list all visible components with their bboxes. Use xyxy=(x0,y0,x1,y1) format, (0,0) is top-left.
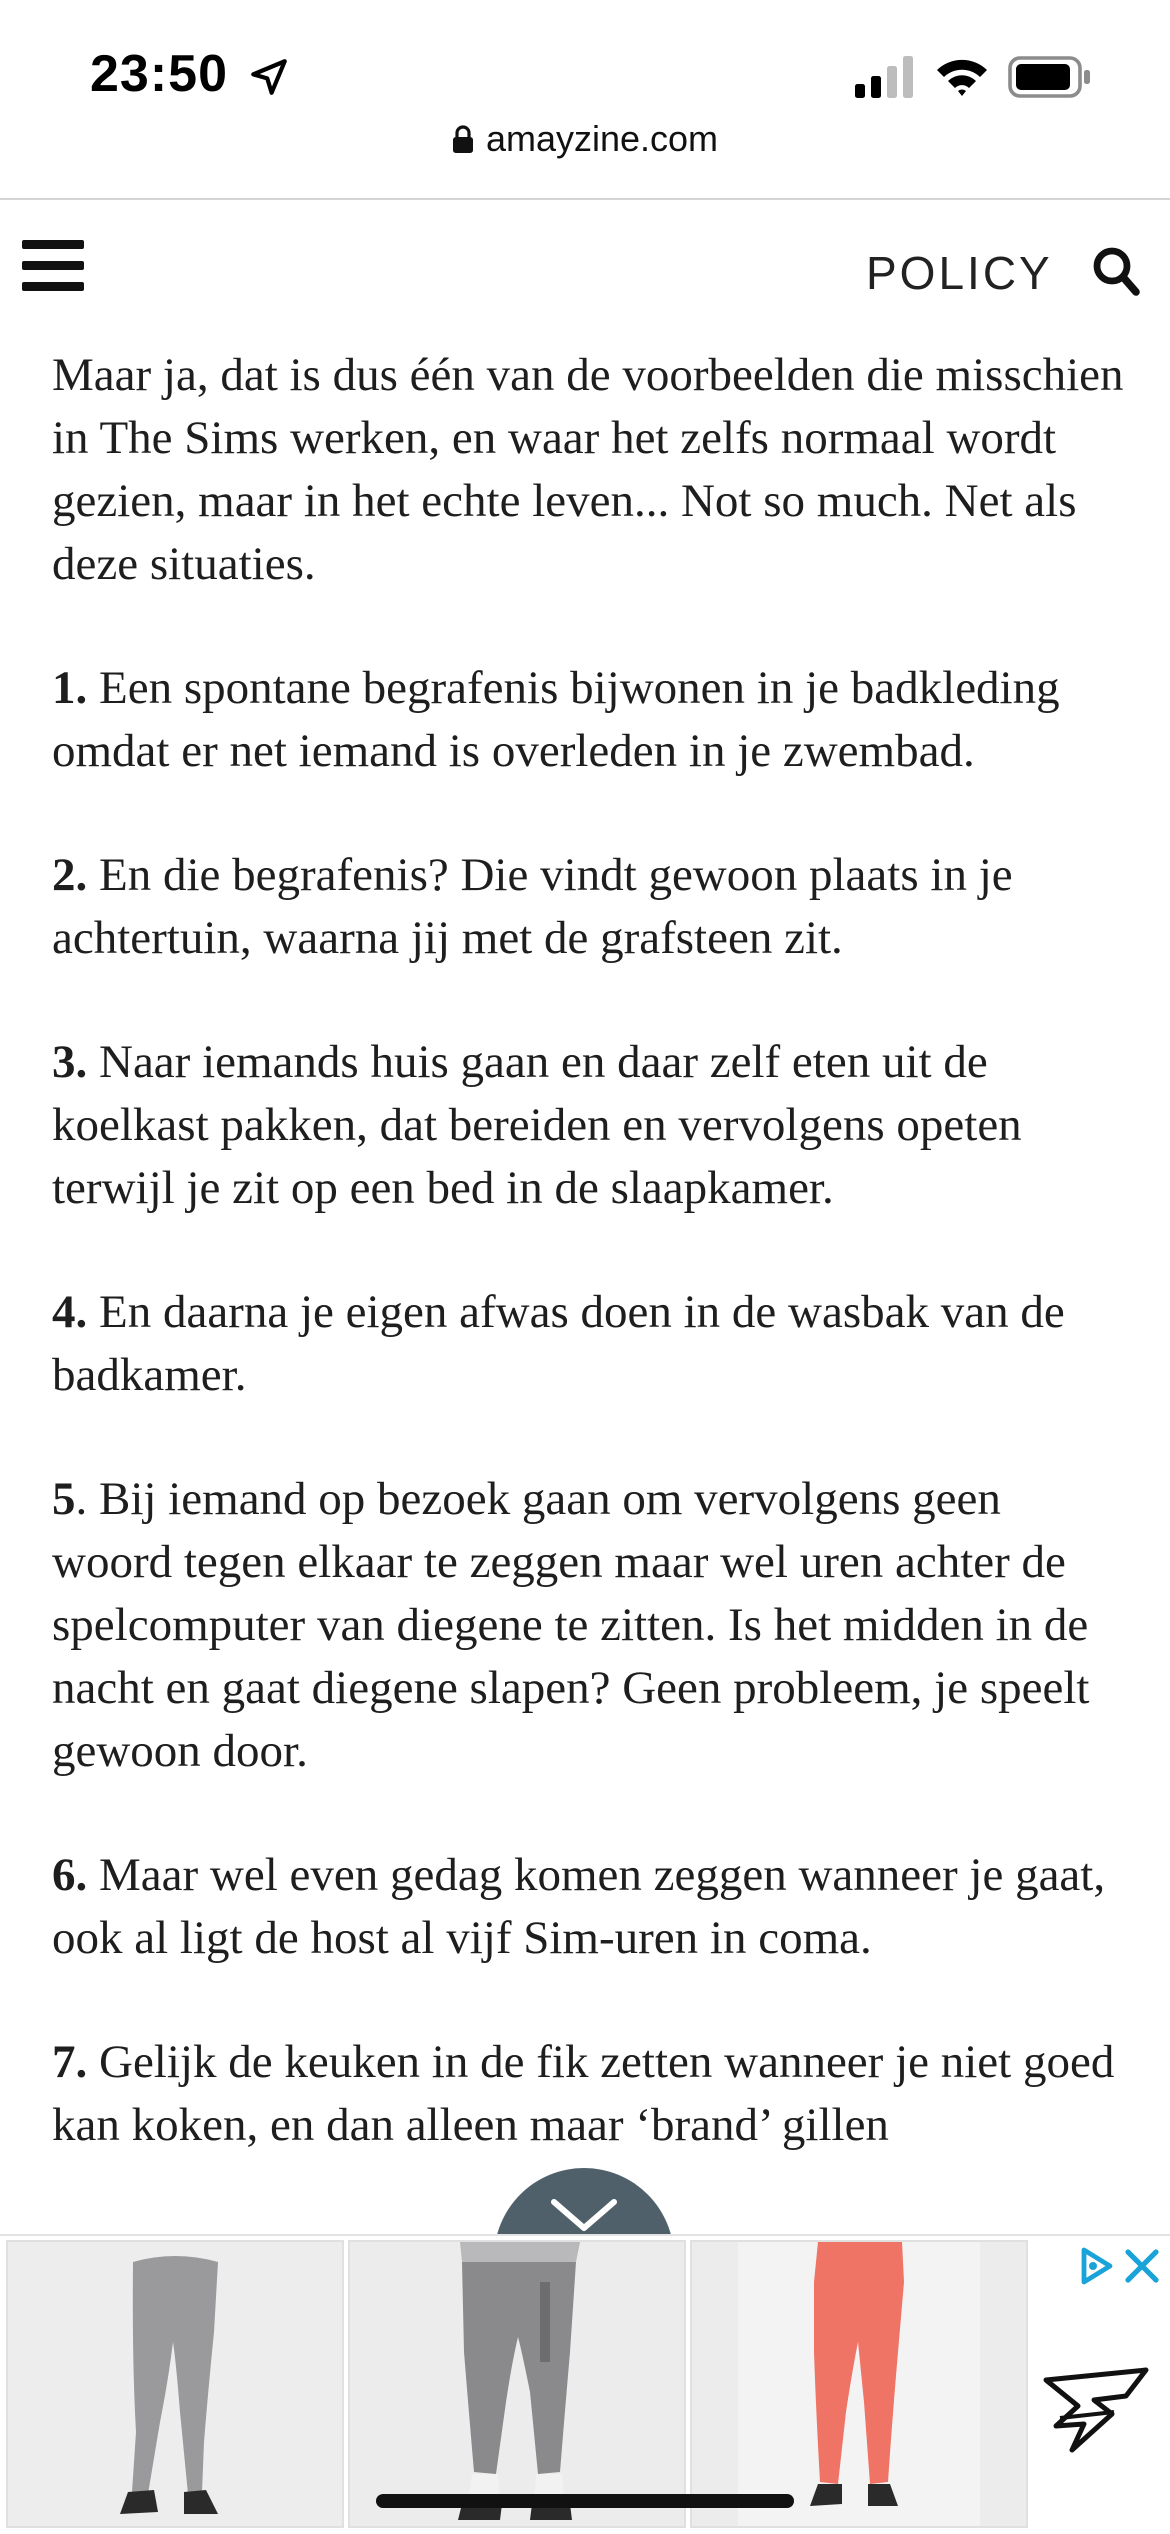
grey-branded-leggings-image xyxy=(350,2242,684,2526)
list-item xyxy=(52,1468,1132,1783)
list-item xyxy=(52,1281,1132,1407)
list-item xyxy=(52,1031,1132,1220)
battery-icon xyxy=(1008,56,1092,98)
item-number: 6. xyxy=(52,1849,88,1901)
browser-divider xyxy=(0,198,1170,200)
item-text: Een spontane begrafenis bijwonen in je badkleding omdat er net iemand is overleden in je zwembad. xyxy=(52,662,1060,777)
item-number: 5 xyxy=(52,1473,76,1525)
item-text: En die begrafenis? Die vindt gewoon plaats in je achtertuin, waarna jij met de grafsteen zit. xyxy=(52,849,1013,964)
hamburger-menu-icon[interactable] xyxy=(22,238,84,294)
article-body xyxy=(52,344,1132,2206)
status-bar xyxy=(0,0,1170,159)
grey-leggings-image xyxy=(8,2242,342,2526)
item-number: 3. xyxy=(52,1036,88,1088)
article-intro: Maar ja, dat is dus één van de voorbeelden die misschien in The Sims werken, en waar het zelfs normaal wordt gezien, maar in het echte leven... Not so much. Net als deze situaties. xyxy=(52,349,1124,590)
wifi-icon xyxy=(935,54,989,98)
item-number: 7. xyxy=(52,2036,88,2088)
lock-icon xyxy=(452,125,474,153)
cellular-signal-icon xyxy=(855,56,915,98)
ad-product-card[interactable] xyxy=(690,2240,1028,2528)
address-bar[interactable] xyxy=(0,118,1170,160)
item-text: Maar wel even gedag komen zeggen wanneer je gaat, ook al ligt de host al vijf Sim-uren in coma. xyxy=(52,1849,1106,1964)
list-item xyxy=(52,2031,1132,2157)
chevron-down-icon xyxy=(550,2198,618,2234)
item-number: 4. xyxy=(52,1286,88,1338)
item-text: Naar iemands huis gaan en daar zelf eten uit de koelkast pakken, dat bereiden en vervolgens opeten terwijl je zit op een bed in de slaapkamer. xyxy=(52,1036,1022,1214)
home-indicator[interactable] xyxy=(376,2494,794,2508)
brand-logo-icon xyxy=(1042,2366,1154,2454)
location-arrow-icon xyxy=(248,56,290,98)
list-item xyxy=(52,1844,1132,1970)
close-icon[interactable] xyxy=(1124,2248,1160,2284)
list-item xyxy=(52,844,1132,970)
item-text: . Bij iemand op bezoek gaan om vervolgens geen woord tegen elkaar te zeggen maar wel uren achter de spelcomputer van diegene te zitten. Is het midden in de nacht en gaat diegene slapen? Geen probleem, je speelt gewoon door. xyxy=(52,1473,1090,1777)
item-text: Gelijk de keuken in de fik zetten wanneer je niet goed kan koken, en dan alleen maar ‘brand’ gillen xyxy=(52,2036,1115,2151)
ad-choices-icon[interactable] xyxy=(1078,2246,1114,2286)
ad-product-card[interactable] xyxy=(348,2240,686,2528)
url-text: amayzine.com xyxy=(485,118,719,159)
status-time: 23:50 xyxy=(90,45,228,103)
ad-banner xyxy=(0,2234,1170,2534)
list-item xyxy=(52,657,1132,783)
ad-product-card[interactable] xyxy=(6,2240,344,2528)
coral-leggings-image xyxy=(692,2242,1026,2526)
search-icon[interactable] xyxy=(1092,246,1140,296)
item-number: 1. xyxy=(52,662,88,714)
policy-link[interactable]: POLICY xyxy=(866,247,1053,299)
item-text: En daarna je eigen afwas doen in de wasbak van de badkamer. xyxy=(52,1286,1065,1401)
item-number: 2. xyxy=(52,849,88,901)
